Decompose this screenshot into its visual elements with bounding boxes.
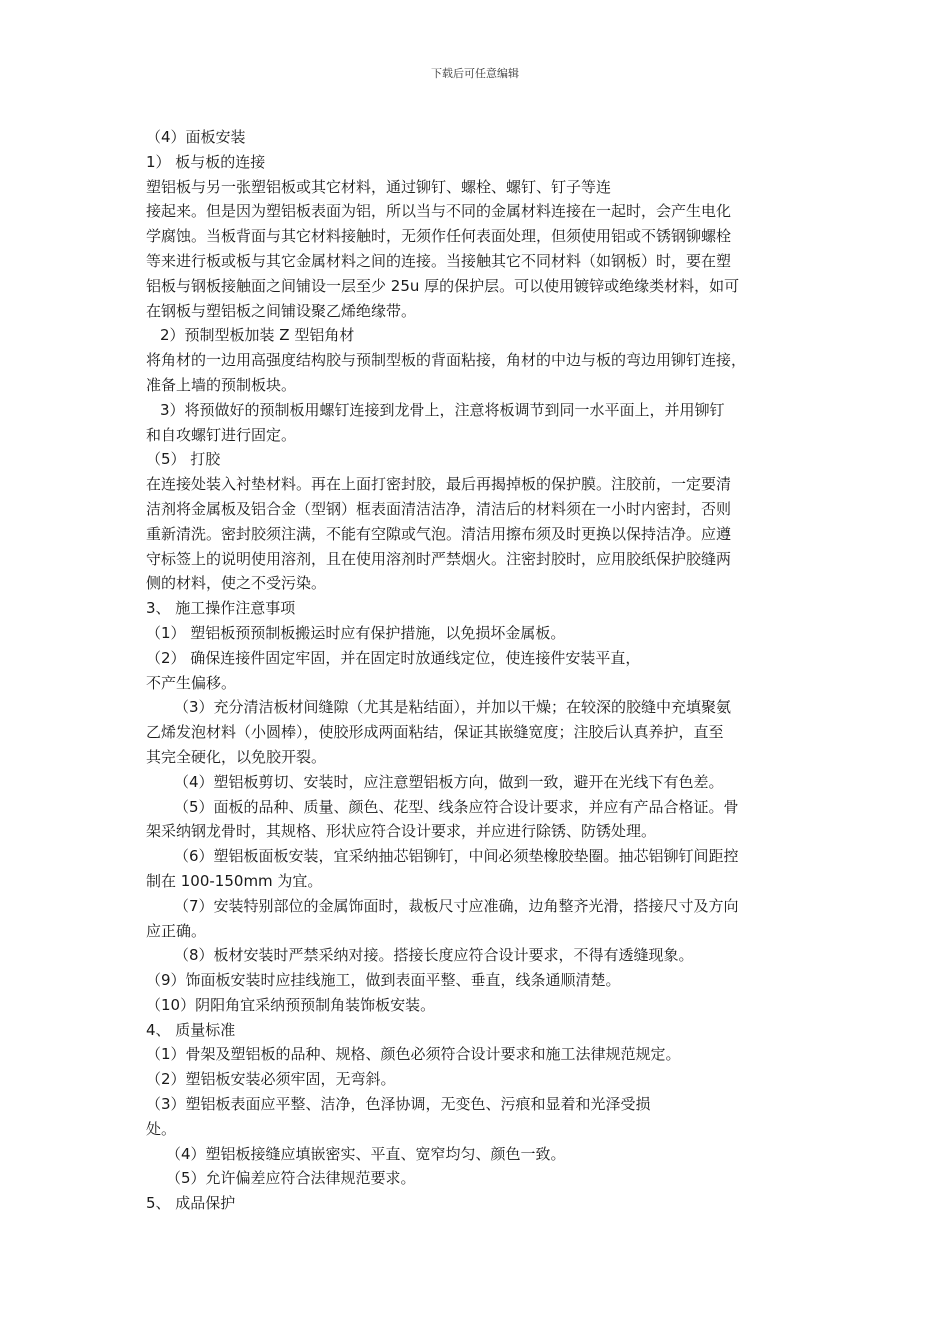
text-line: 应正确。 <box>146 921 207 940</box>
text-line: 守标签上的说明使用溶剂，且在使用溶剂时严禁烟火。注密封胶时，应用胶纸保护胶缝两 <box>146 549 732 568</box>
text-line: 3、 施工操作注意事项 <box>146 599 296 618</box>
text-line: 等来进行板或板与其它金属材料之间的连接。当接触其它不同材料（如钢板）时，要在塑 <box>146 251 732 270</box>
text-line: （6）塑铝板面板安装，宜采纳抽芯铝铆钉，中间必须垫橡胶垫圈。抽芯铝铆钉间距控 <box>174 847 739 866</box>
text-line: （3）充分清洁板材间缝隙（尤其是粘结面），并加以干燥；在较深的胶缝中充填聚氨 <box>174 698 732 717</box>
text-line: 3）将预做好的预制板用螺钉连接到龙骨上，注意将板调节到同一水平面上，并用铆钉 <box>160 400 725 419</box>
text-line: （1） 塑铝板预预制板搬运时应有保护措施，以免损坏金属板。 <box>146 623 566 642</box>
text-line: 铝板与钢板接触面之间铺设一层至少 25u 厚的保护层。可以使用镀锌或绝缘类材料，如可 <box>146 276 740 295</box>
text-line: （7）安装特别部位的金属饰面时，裁板尺寸应准确，边角整齐光滑，搭接尺寸及方向 <box>174 896 739 915</box>
page-header: 下载后可任意编辑 <box>431 67 519 80</box>
text-line: （4）塑铝板接缝应填嵌密实、平直、宽窄均匀、颜色一致。 <box>166 1144 566 1163</box>
document-body <box>146 125 816 1216</box>
text-line: 2）预制型板加装 Z 型铝角材 <box>160 326 355 345</box>
text-line: （5）允许偏差应符合法律规范要求。 <box>166 1169 416 1188</box>
text-line: 塑铝板与另一张塑铝板或其它材料，通过铆钉、螺栓、螺钉、钉子等连 <box>146 177 612 196</box>
text-line: 学腐蚀。当板背面与其它材料接触时，无须作任何表面处理，但须使用铝或不锈钢铆螺栓 <box>146 227 732 246</box>
text-line: （8）板材安装时严禁采纳对接。搭接长度应符合设计要求，不得有透缝现象。 <box>174 946 694 965</box>
text-line: 侧的材料，使之不受污染。 <box>146 574 327 593</box>
text-line: 重新清洗。密封胶须注满，不能有空隙或气泡。清洁用擦布须及时更换以保持洁净。应遵 <box>146 524 732 543</box>
text-line: 在连接处装入衬垫材料。再在上面打密封胶，最后再揭掉板的保护膜。注胶前，一定要清 <box>146 475 732 494</box>
text-line: （3）塑铝板表面应平整、洁净，色泽协调，无变色、污痕和显着和光泽受损 <box>146 1095 651 1114</box>
text-line: （4）塑铝板剪切、安装时，应注意塑铝板方向，做到一致，避开在光线下有色差。 <box>174 772 724 791</box>
text-line: 不产生偏移。 <box>146 673 237 692</box>
text-line: 在钢板与塑铝板之间铺设聚乙烯绝缘带。 <box>146 301 417 320</box>
text-line: （1）骨架及塑铝板的品种、规格、颜色必须符合设计要求和施工法律规范规定。 <box>146 1045 681 1064</box>
text-line: （10）阴阳角宜采纳预预制角装饰板安装。 <box>146 995 436 1014</box>
text-line: （2）塑铝板安装必须牢固，无弯斜。 <box>146 1070 396 1089</box>
text-line: 处。 <box>146 1119 177 1138</box>
text-line: 准备上墙的预制板块。 <box>146 375 297 394</box>
text-line: 乙烯发泡材料（小圆棒），使胶形成两面粘结，保证其嵌缝宽度；注胶后认真养护，直至 <box>146 723 724 742</box>
text-line: 洁剂将金属板及铝合金（型钢）框表面清洁洁净，清洁后的材料须在一小时内密封，否则 <box>146 499 732 518</box>
text-line: 4、 质量标准 <box>146 1020 236 1039</box>
text-line: （9）饰面板安装时应挂线施工，做到表面平整、垂直，线条通顺清楚。 <box>146 971 621 990</box>
text-line: （5）面板的品种、质量、颜色、花型、线条应符合设计要求，并应有产品合格证。骨 <box>174 797 739 816</box>
text-line: 1） 板与板的连接 <box>146 152 266 171</box>
text-line: 和自攻螺钉进行固定。 <box>146 425 297 444</box>
text-line: 将角材的一边用高强度结构胶与预制型板的背面粘接，角材的中边与板的弯边用铆钉连接， <box>146 351 747 370</box>
text-line: 接起来。但是因为塑铝板表面为铝，所以当与不同的金属材料连接在一起时，会产生电化 <box>146 202 732 221</box>
text-line: （4）面板安装 <box>146 128 246 146</box>
text-line: 制在 100-150mm 为宜。 <box>146 871 323 890</box>
text-line: 其完全硬化，以免胶开裂。 <box>146 747 327 766</box>
text-line: （2） 确保连接件固定牢固，并在固定时放通线定位，使连接件安装平直， <box>146 648 641 667</box>
text-line: 5、 成品保护 <box>146 1194 236 1213</box>
text-line: 架采纳钢龙骨时，其规格、形状应符合设计要求，并应进行除锈、防锈处理。 <box>146 822 657 841</box>
text-line: （5） 打胶 <box>146 450 221 469</box>
